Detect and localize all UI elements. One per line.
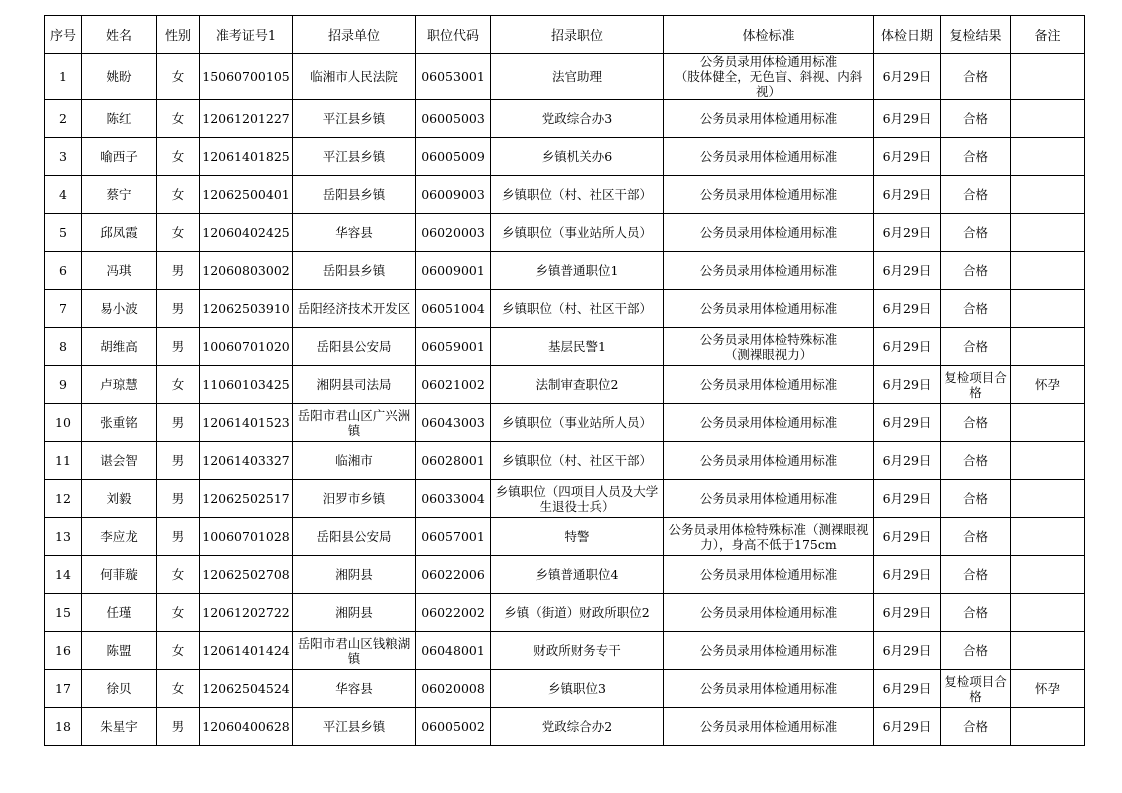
cell-code: 06020003 bbox=[416, 214, 491, 252]
cell-note bbox=[1011, 632, 1085, 670]
cell-result: 合格 bbox=[941, 594, 1011, 632]
cell-exam-id: 12062500401 bbox=[200, 176, 293, 214]
cell-date: 6月29日 bbox=[874, 594, 941, 632]
cell-date: 6月29日 bbox=[874, 328, 941, 366]
cell-no: 12 bbox=[45, 480, 82, 518]
cell-no: 8 bbox=[45, 328, 82, 366]
standard-line-2: （肢体健全，无色盲、斜视、内斜视） bbox=[674, 69, 863, 99]
cell-position: 基层民警1 bbox=[491, 328, 664, 366]
cell-name: 喻西子 bbox=[82, 138, 157, 176]
cell-position: 乡镇职位（村、社区干部） bbox=[491, 176, 664, 214]
cell-note bbox=[1011, 480, 1085, 518]
standard-line-1: 公务员录用体检通用标准 bbox=[699, 187, 838, 202]
cell-code: 06022006 bbox=[416, 556, 491, 594]
cell-exam-id: 12062504524 bbox=[200, 670, 293, 708]
cell-note: 怀孕 bbox=[1011, 366, 1085, 404]
cell-no: 5 bbox=[45, 214, 82, 252]
cell-code: 06057001 bbox=[416, 518, 491, 556]
standard-line-1: 公务员录用体检通用标准 bbox=[699, 149, 838, 164]
cell-note bbox=[1011, 708, 1085, 746]
cell-code: 06020008 bbox=[416, 670, 491, 708]
table-row bbox=[45, 480, 1085, 518]
cell-date: 6月29日 bbox=[874, 138, 941, 176]
table-row bbox=[45, 54, 1085, 100]
cell-note bbox=[1011, 518, 1085, 556]
cell-name: 李应龙 bbox=[82, 518, 157, 556]
standard-line-1: 公务员录用体检通用标准 bbox=[699, 263, 838, 278]
cell-gender: 女 bbox=[157, 632, 200, 670]
cell-standard bbox=[664, 442, 874, 480]
cell-no: 3 bbox=[45, 138, 82, 176]
table-row bbox=[45, 670, 1085, 708]
cell-no: 6 bbox=[45, 252, 82, 290]
standard-line-1: 公务员录用体检通用标准 bbox=[699, 681, 838, 696]
cell-position: 党政综合办2 bbox=[491, 708, 664, 746]
cell-unit: 岳阳县公安局 bbox=[293, 328, 416, 366]
cell-result: 合格 bbox=[941, 100, 1011, 138]
cell-name: 姚盼 bbox=[82, 54, 157, 100]
cell-standard bbox=[664, 54, 874, 100]
cell-date: 6月29日 bbox=[874, 442, 941, 480]
standard-line-1: 公务员录用体检通用标准 bbox=[699, 491, 838, 506]
header-date: 体检日期 bbox=[874, 16, 941, 54]
cell-standard bbox=[664, 556, 874, 594]
cell-code: 06033004 bbox=[416, 480, 491, 518]
cell-position: 乡镇机关办6 bbox=[491, 138, 664, 176]
cell-result: 合格 bbox=[941, 176, 1011, 214]
cell-no: 16 bbox=[45, 632, 82, 670]
cell-standard bbox=[664, 176, 874, 214]
cell-exam-id: 15060700105 bbox=[200, 54, 293, 100]
cell-gender: 女 bbox=[157, 54, 200, 100]
cell-code: 06022002 bbox=[416, 594, 491, 632]
cell-name: 冯琪 bbox=[82, 252, 157, 290]
standard-line-1: 公务员录用体检通用标准 bbox=[699, 225, 838, 240]
cell-exam-id: 12061201227 bbox=[200, 100, 293, 138]
standard-line-1: 公务员录用体检通用标准 bbox=[699, 377, 838, 392]
cell-date: 6月29日 bbox=[874, 214, 941, 252]
cell-standard bbox=[664, 328, 874, 366]
cell-position: 乡镇职位（事业站所人员） bbox=[491, 404, 664, 442]
cell-result: 合格 bbox=[941, 138, 1011, 176]
cell-no: 7 bbox=[45, 290, 82, 328]
cell-gender: 男 bbox=[157, 404, 200, 442]
cell-unit: 岳阳市君山区广兴洲镇 bbox=[293, 404, 416, 442]
cell-standard bbox=[664, 518, 874, 556]
cell-gender: 男 bbox=[157, 442, 200, 480]
cell-unit: 湘阴县司法局 bbox=[293, 366, 416, 404]
cell-note bbox=[1011, 404, 1085, 442]
cell-gender: 女 bbox=[157, 214, 200, 252]
cell-unit: 岳阳县乡镇 bbox=[293, 252, 416, 290]
cell-standard bbox=[664, 252, 874, 290]
cell-result: 复检项目合格 bbox=[941, 670, 1011, 708]
table-row bbox=[45, 366, 1085, 404]
cell-position: 乡镇职位（村、社区干部） bbox=[491, 290, 664, 328]
cell-code: 06059001 bbox=[416, 328, 491, 366]
cell-name: 邱凤霞 bbox=[82, 214, 157, 252]
cell-no: 9 bbox=[45, 366, 82, 404]
cell-result: 合格 bbox=[941, 518, 1011, 556]
cell-position: 乡镇职位（村、社区干部） bbox=[491, 442, 664, 480]
cell-result: 合格 bbox=[941, 54, 1011, 100]
cell-name: 刘毅 bbox=[82, 480, 157, 518]
cell-exam-id: 10060701028 bbox=[200, 518, 293, 556]
cell-exam-id: 12062502708 bbox=[200, 556, 293, 594]
standard-line-1: 公务员录用体检通用标准 bbox=[699, 453, 838, 468]
standard-line-1: 公务员录用体检通用标准 bbox=[699, 54, 838, 69]
cell-code: 06009001 bbox=[416, 252, 491, 290]
cell-result: 合格 bbox=[941, 290, 1011, 328]
cell-result: 合格 bbox=[941, 442, 1011, 480]
cell-note: 怀孕 bbox=[1011, 670, 1085, 708]
cell-result: 合格 bbox=[941, 556, 1011, 594]
cell-date: 6月29日 bbox=[874, 366, 941, 404]
header-no: 序号 bbox=[45, 16, 82, 54]
standard-line-1: 公务员录用体检通用标准 bbox=[699, 719, 838, 734]
cell-no: 18 bbox=[45, 708, 82, 746]
results-sheet bbox=[44, 15, 1084, 746]
cell-no: 13 bbox=[45, 518, 82, 556]
cell-unit: 岳阳县乡镇 bbox=[293, 176, 416, 214]
cell-exam-id: 12061401825 bbox=[200, 138, 293, 176]
table-row bbox=[45, 404, 1085, 442]
cell-result: 合格 bbox=[941, 252, 1011, 290]
cell-code: 06051004 bbox=[416, 290, 491, 328]
cell-code: 06043003 bbox=[416, 404, 491, 442]
table-row bbox=[45, 632, 1085, 670]
cell-name: 胡维高 bbox=[82, 328, 157, 366]
cell-position: 乡镇普通职位4 bbox=[491, 556, 664, 594]
standard-line-1: 公务员录用体检通用标准 bbox=[699, 111, 838, 126]
cell-standard bbox=[664, 632, 874, 670]
cell-date: 6月29日 bbox=[874, 518, 941, 556]
cell-gender: 男 bbox=[157, 252, 200, 290]
cell-standard bbox=[664, 138, 874, 176]
cell-note bbox=[1011, 138, 1085, 176]
cell-standard bbox=[664, 404, 874, 442]
cell-name: 朱星宇 bbox=[82, 708, 157, 746]
cell-gender: 男 bbox=[157, 480, 200, 518]
cell-gender: 女 bbox=[157, 366, 200, 404]
cell-exam-id: 12060402425 bbox=[200, 214, 293, 252]
cell-position: 法制审查职位2 bbox=[491, 366, 664, 404]
cell-code: 06009003 bbox=[416, 176, 491, 214]
standard-line-1: 公务员录用体检通用标准 bbox=[699, 567, 838, 582]
header-result: 复检结果 bbox=[941, 16, 1011, 54]
cell-gender: 女 bbox=[157, 176, 200, 214]
cell-standard bbox=[664, 670, 874, 708]
cell-position: 特警 bbox=[491, 518, 664, 556]
header-code: 职位代码 bbox=[416, 16, 491, 54]
cell-unit: 岳阳县公安局 bbox=[293, 518, 416, 556]
table-row bbox=[45, 100, 1085, 138]
cell-result: 复检项目合格 bbox=[941, 366, 1011, 404]
cell-note bbox=[1011, 214, 1085, 252]
table-body bbox=[45, 54, 1085, 746]
table-row bbox=[45, 328, 1085, 366]
header-exam-id: 准考证号1 bbox=[200, 16, 293, 54]
standard-line-1: 公务员录用体检通用标准 bbox=[699, 643, 838, 658]
cell-position: 乡镇职位3 bbox=[491, 670, 664, 708]
table-row bbox=[45, 138, 1085, 176]
cell-gender: 女 bbox=[157, 100, 200, 138]
cell-date: 6月29日 bbox=[874, 708, 941, 746]
cell-gender: 女 bbox=[157, 138, 200, 176]
cell-name: 易小波 bbox=[82, 290, 157, 328]
cell-no: 15 bbox=[45, 594, 82, 632]
cell-position: 乡镇普通职位1 bbox=[491, 252, 664, 290]
header-standard: 体检标准 bbox=[664, 16, 874, 54]
cell-name: 张重铭 bbox=[82, 404, 157, 442]
cell-name: 任瑾 bbox=[82, 594, 157, 632]
cell-result: 合格 bbox=[941, 480, 1011, 518]
cell-gender: 男 bbox=[157, 290, 200, 328]
cell-unit: 平江县乡镇 bbox=[293, 138, 416, 176]
cell-no: 10 bbox=[45, 404, 82, 442]
cell-unit: 临湘市人民法院 bbox=[293, 54, 416, 100]
cell-unit: 平江县乡镇 bbox=[293, 100, 416, 138]
cell-position: 党政综合办3 bbox=[491, 100, 664, 138]
cell-name: 陈红 bbox=[82, 100, 157, 138]
cell-name: 陈盟 bbox=[82, 632, 157, 670]
header-name: 姓名 bbox=[82, 16, 157, 54]
cell-code: 06048001 bbox=[416, 632, 491, 670]
cell-position: 财政所财务专干 bbox=[491, 632, 664, 670]
cell-no: 1 bbox=[45, 54, 82, 100]
standard-line-1: 公务员录用体检特殊标准（测裸眼视 bbox=[668, 521, 869, 537]
table-row bbox=[45, 556, 1085, 594]
cell-unit: 湘阴县 bbox=[293, 556, 416, 594]
cell-position: 法官助理 bbox=[491, 54, 664, 100]
cell-gender: 女 bbox=[157, 556, 200, 594]
header-gender: 性别 bbox=[157, 16, 200, 54]
cell-exam-id: 10060701020 bbox=[200, 328, 293, 366]
cell-date: 6月29日 bbox=[874, 176, 941, 214]
cell-gender: 男 bbox=[157, 518, 200, 556]
cell-name: 谌会智 bbox=[82, 442, 157, 480]
cell-exam-id: 12061403327 bbox=[200, 442, 293, 480]
standard-line-1: 公务员录用体检通用标准 bbox=[699, 301, 838, 316]
cell-exam-id: 12061401523 bbox=[200, 404, 293, 442]
cell-no: 11 bbox=[45, 442, 82, 480]
cell-date: 6月29日 bbox=[874, 556, 941, 594]
table-row bbox=[45, 290, 1085, 328]
cell-result: 合格 bbox=[941, 404, 1011, 442]
cell-result: 合格 bbox=[941, 632, 1011, 670]
cell-date: 6月29日 bbox=[874, 632, 941, 670]
cell-result: 合格 bbox=[941, 328, 1011, 366]
cell-exam-id: 12060400628 bbox=[200, 708, 293, 746]
cell-note bbox=[1011, 100, 1085, 138]
header-row bbox=[45, 16, 1085, 54]
cell-name: 蔡宁 bbox=[82, 176, 157, 214]
header-note: 备注 bbox=[1011, 16, 1085, 54]
cell-exam-id: 12060803002 bbox=[200, 252, 293, 290]
cell-name: 何菲璇 bbox=[82, 556, 157, 594]
cell-code: 06005003 bbox=[416, 100, 491, 138]
cell-code: 06021002 bbox=[416, 366, 491, 404]
table-row bbox=[45, 176, 1085, 214]
standard-line-1: 公务员录用体检通用标准 bbox=[699, 605, 838, 620]
cell-date: 6月29日 bbox=[874, 290, 941, 328]
cell-unit: 平江县乡镇 bbox=[293, 708, 416, 746]
cell-standard bbox=[664, 480, 874, 518]
standard-line-1: 公务员录用体检特殊标准 bbox=[699, 331, 838, 347]
cell-date: 6月29日 bbox=[874, 670, 941, 708]
cell-standard bbox=[664, 214, 874, 252]
cell-unit: 湘阴县 bbox=[293, 594, 416, 632]
cell-note bbox=[1011, 290, 1085, 328]
cell-code: 06005009 bbox=[416, 138, 491, 176]
standard-line-2: 力），身高不低于175cm bbox=[700, 536, 837, 552]
cell-gender: 男 bbox=[157, 708, 200, 746]
cell-gender: 男 bbox=[157, 328, 200, 366]
cell-exam-id: 12062502517 bbox=[200, 480, 293, 518]
cell-result: 合格 bbox=[941, 708, 1011, 746]
cell-date: 6月29日 bbox=[874, 100, 941, 138]
cell-note bbox=[1011, 54, 1085, 100]
cell-position: 乡镇职位（四项目人员及大学生退役士兵） bbox=[491, 480, 664, 518]
cell-no: 4 bbox=[45, 176, 82, 214]
cell-unit: 岳阳经济技术开发区 bbox=[293, 290, 416, 328]
cell-code: 06053001 bbox=[416, 54, 491, 100]
cell-unit: 临湘市 bbox=[293, 442, 416, 480]
standard-line-1: 公务员录用体检通用标准 bbox=[699, 415, 838, 430]
cell-note bbox=[1011, 442, 1085, 480]
cell-gender: 女 bbox=[157, 594, 200, 632]
cell-exam-id: 12062503910 bbox=[200, 290, 293, 328]
cell-position: 乡镇职位（事业站所人员） bbox=[491, 214, 664, 252]
cell-standard bbox=[664, 708, 874, 746]
table-row bbox=[45, 708, 1085, 746]
cell-note bbox=[1011, 328, 1085, 366]
cell-note bbox=[1011, 556, 1085, 594]
cell-standard bbox=[664, 366, 874, 404]
table-row bbox=[45, 442, 1085, 480]
cell-gender: 女 bbox=[157, 670, 200, 708]
cell-standard bbox=[664, 290, 874, 328]
cell-no: 17 bbox=[45, 670, 82, 708]
cell-date: 6月29日 bbox=[874, 252, 941, 290]
table-row bbox=[45, 518, 1085, 556]
cell-code: 06028001 bbox=[416, 442, 491, 480]
cell-name: 卢琼慧 bbox=[82, 366, 157, 404]
cell-note bbox=[1011, 252, 1085, 290]
header-unit: 招录单位 bbox=[293, 16, 416, 54]
cell-standard bbox=[664, 594, 874, 632]
cell-no: 14 bbox=[45, 556, 82, 594]
cell-exam-id: 12061202722 bbox=[200, 594, 293, 632]
table-row bbox=[45, 252, 1085, 290]
cell-date: 6月29日 bbox=[874, 54, 941, 100]
cell-no: 2 bbox=[45, 100, 82, 138]
cell-position: 乡镇（街道）财政所职位2 bbox=[491, 594, 664, 632]
cell-unit: 岳阳市君山区钱粮湖镇 bbox=[293, 632, 416, 670]
cell-unit: 华容县 bbox=[293, 214, 416, 252]
cell-note bbox=[1011, 176, 1085, 214]
cell-unit: 汨罗市乡镇 bbox=[293, 480, 416, 518]
table-row bbox=[45, 594, 1085, 632]
results-table bbox=[44, 15, 1085, 746]
cell-exam-id: 11060103425 bbox=[200, 366, 293, 404]
cell-exam-id: 12061401424 bbox=[200, 632, 293, 670]
cell-date: 6月29日 bbox=[874, 480, 941, 518]
standard-line-2: （测裸眼视力） bbox=[724, 346, 813, 362]
table-row bbox=[45, 214, 1085, 252]
header-position: 招录职位 bbox=[491, 16, 664, 54]
cell-unit: 华容县 bbox=[293, 670, 416, 708]
cell-date: 6月29日 bbox=[874, 404, 941, 442]
cell-code: 06005002 bbox=[416, 708, 491, 746]
cell-result: 合格 bbox=[941, 214, 1011, 252]
cell-standard bbox=[664, 100, 874, 138]
cell-name: 徐贝 bbox=[82, 670, 157, 708]
cell-note bbox=[1011, 594, 1085, 632]
